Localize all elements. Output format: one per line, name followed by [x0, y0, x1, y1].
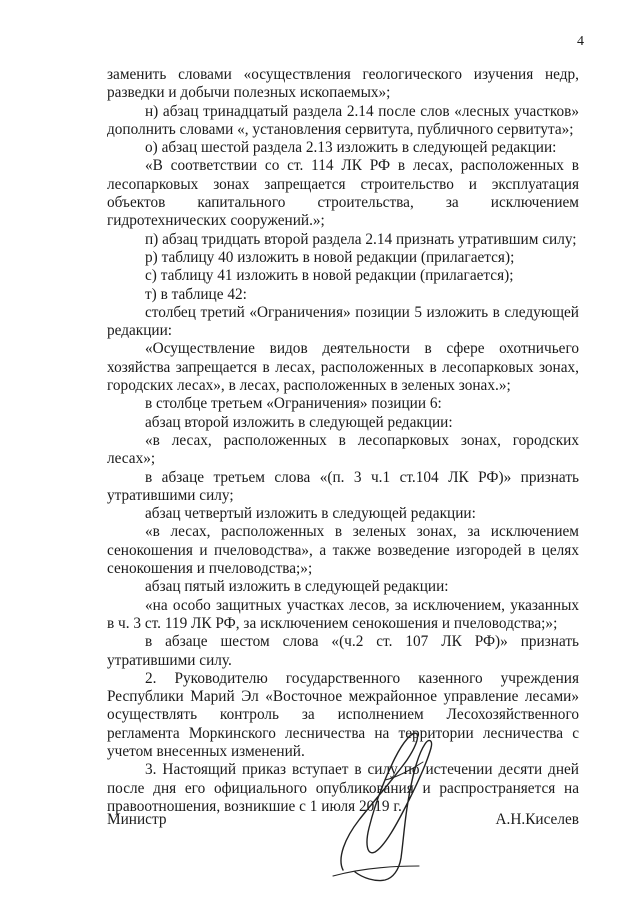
- paragraph-fourth-abzac: абзац четвертый изложить в следующей редакции:: [145, 505, 476, 523]
- paragraph-column-position-5: столбец третий «Ограничения» позиции 5 изложить в следующей редакции:: [107, 303, 579, 340]
- paragraph-third-abzac: в абзаце третьем слова «(п. 3 ч.1 ст.104 ЛК РФ)» признать утратившими силу;: [107, 468, 579, 504]
- paragraph-item-s: с) таблицу 41 изложить в новой редакции (прилагается);: [145, 267, 514, 285]
- paragraph-quote-green-zones: «в лесах, расположенных в зеленых зонах, за исключением сенокошения и пчеловодства», а также возведение изгородей в целях сенокошения и пчеловодства;»;: [107, 523, 579, 578]
- document-body: [107, 66, 579, 816]
- paragraph-point-2: 2. Руководителю государственного казенного учреждения Республики Марий Эл «Восточное межрайонное управление лесами» осуществлять контроль за исполнением Лесохозяйственного регламента Моркинского лесничества на территории лесничества с учетом внесенных изменений.: [107, 669, 579, 760]
- paragraph-column-position-6: в столбце третьем «Ограничения» позиции 6:: [145, 395, 442, 413]
- paragraph-quote-article-114: «В соответствии со ст. 114 ЛК РФ в лесах, расположенных в лесопарковых зонах запрещается строительство и эксплуатация объектов капитального строительства, за исключением гидротехнических сооружений.»;: [107, 157, 579, 230]
- handwritten-signature: [315, 720, 445, 890]
- page-number: 4: [577, 34, 584, 49]
- paragraph-second-abzac: абзац второй изложить в следующей редакции:: [145, 413, 453, 431]
- paragraph-item-r: р) таблицу 40 изложить в новой редакции (прилагается);: [145, 248, 515, 266]
- paragraph-continuation: заменить словами «осуществления геологического изучения недр, разведки и добычи полезных ископаемых»;: [107, 66, 579, 102]
- paragraph-item-o: о) абзац шестой раздела 2.13 изложить в следующей редакции:: [145, 139, 557, 157]
- paragraph-fifth-abzac: абзац пятый изложить в следующей редакции:: [145, 578, 449, 596]
- paragraph-item-t: т) в таблице 42:: [145, 285, 247, 303]
- signatory-title: Министр: [107, 811, 167, 828]
- paragraph-item-n: н) абзац тринадцатый раздела 2.14 после слов «лесных участков» дополнить словами «, установления сервитута, публичного сервитута»;: [107, 102, 579, 138]
- paragraph-quote-hunting: «Осуществление видов деятельности в сфере охотничьего хозяйства запрещается в лесах, расположенных в лесопарковых зонах, городских лесах», в лесах, расположенных в зеленых зонах.»;: [107, 340, 579, 395]
- signatory-name: А.Н.Киселев: [495, 811, 579, 828]
- paragraph-point-3: 3. Настоящий приказ вступает в силу по истечении десяти дней после дня его официального опубликования и распространяется на правоотношения, возникшие с 1 июля 2019 г.: [107, 761, 579, 815]
- paragraph-quote-protective: «на особо защитных участках лесов, за исключением, указанных в ч. 3 ст. 119 ЛК РФ, за исключением сенокошения и пчеловодства;»;: [107, 596, 579, 632]
- paragraph-sixth-abzac: в абзаце шестом слова «(ч.2 ст. 107 ЛК РФ)» признать утратившими силу.: [107, 633, 579, 669]
- paragraph-item-p: п) абзац тридцать второй раздела 2.14 признать утратившим силу;: [145, 230, 577, 248]
- paragraph-quote-forest-zones: «в лесах, расположенных в лесопарковых зонах, городских лесах»;: [107, 431, 579, 468]
